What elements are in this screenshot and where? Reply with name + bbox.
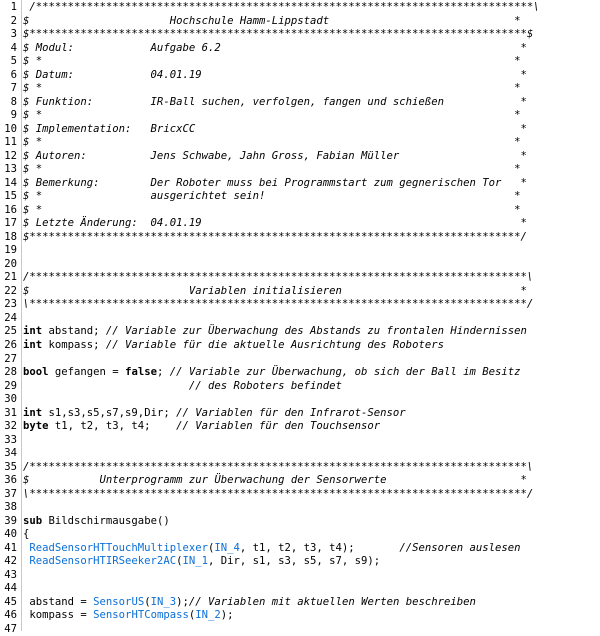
line-number: 43 bbox=[4, 568, 17, 581]
code-text bbox=[23, 231, 527, 245]
code-line[interactable] bbox=[0, 298, 600, 312]
code-text bbox=[23, 82, 520, 96]
comment-token: $ Datum: 04.01.19 * bbox=[23, 68, 527, 81]
code-line[interactable] bbox=[0, 271, 600, 285]
line-number: 34 bbox=[4, 447, 17, 460]
line-number: 39 bbox=[4, 514, 17, 527]
code-text bbox=[23, 596, 476, 610]
code-text bbox=[23, 339, 444, 353]
code-text bbox=[23, 55, 520, 69]
comment-token: // Variablen mit aktuellen Werten beschreiben bbox=[188, 595, 476, 608]
code-text bbox=[23, 136, 520, 150]
line-number: 38 bbox=[4, 501, 17, 514]
code-line[interactable] bbox=[0, 407, 600, 421]
line-number: 22 bbox=[4, 284, 17, 297]
line-number: 41 bbox=[4, 541, 17, 554]
comment-token: $ * ausgerichtet sein! * bbox=[23, 190, 521, 203]
code-token: Bildschirmausgabe() bbox=[42, 514, 170, 527]
code-token: ( bbox=[207, 541, 215, 554]
code-token: ; bbox=[156, 366, 170, 379]
code-text bbox=[23, 150, 527, 164]
comment-token: $ * * bbox=[23, 136, 521, 149]
code-line[interactable] bbox=[0, 150, 600, 164]
code-line[interactable] bbox=[0, 420, 600, 434]
code-text bbox=[23, 407, 406, 421]
keyword-token: int bbox=[23, 325, 43, 338]
code-line[interactable] bbox=[0, 55, 600, 69]
comment-token: /******************************************************************************\ bbox=[23, 460, 534, 473]
line-number: 42 bbox=[4, 555, 17, 568]
code-text bbox=[23, 1, 540, 15]
line-number: 4 bbox=[10, 41, 17, 54]
line-number: 18 bbox=[4, 230, 17, 243]
code-text bbox=[23, 542, 521, 556]
code-text bbox=[23, 461, 533, 475]
code-token: t1, t2, t3, t4; bbox=[48, 420, 177, 433]
code-line[interactable] bbox=[0, 177, 600, 191]
line-number: 45 bbox=[4, 595, 17, 608]
comment-token: // Variable für die aktuelle Ausrichtung des Roboters bbox=[105, 339, 444, 351]
code-line[interactable] bbox=[0, 488, 600, 502]
code-text bbox=[23, 204, 520, 218]
keyword-token: byte bbox=[23, 420, 49, 433]
identifier-token: SensorHTCompass bbox=[93, 609, 189, 622]
code-line[interactable] bbox=[0, 217, 600, 231]
comment-token: $ Hochschule Hamm-Lippstadt * bbox=[23, 14, 521, 27]
code-token: ); bbox=[176, 595, 189, 608]
identifier-token: ReadSensorHTTouchMultiplexer bbox=[23, 541, 208, 554]
code-line[interactable] bbox=[0, 474, 600, 488]
code-text bbox=[23, 474, 527, 488]
comment-token: //Sensoren auslesen bbox=[399, 541, 521, 554]
code-text bbox=[23, 285, 527, 299]
keyword-token: int bbox=[23, 406, 43, 419]
code-line[interactable] bbox=[0, 204, 600, 218]
line-number: 17 bbox=[4, 217, 17, 230]
identifier-token: IN_1 bbox=[182, 555, 208, 568]
line-number: 47 bbox=[4, 622, 17, 635]
code-line[interactable] bbox=[0, 123, 600, 137]
code-text bbox=[23, 96, 527, 110]
comment-token: /******************************************************************************\ bbox=[23, 271, 534, 284]
code-text bbox=[23, 380, 342, 394]
comment-token: $ Variablen initialisieren * bbox=[23, 284, 527, 297]
code-text bbox=[23, 190, 520, 204]
code-line[interactable] bbox=[0, 447, 600, 461]
code-token: abstand = bbox=[23, 595, 94, 608]
code-line[interactable] bbox=[0, 582, 600, 596]
code-line[interactable] bbox=[0, 596, 600, 610]
line-number: 10 bbox=[4, 122, 17, 135]
line-number: 15 bbox=[4, 190, 17, 203]
code-token: { bbox=[23, 528, 30, 541]
line-number: 32 bbox=[4, 420, 17, 433]
identifier-token: SensorUS bbox=[93, 595, 145, 608]
line-number: 14 bbox=[4, 176, 17, 189]
line-number: 44 bbox=[4, 582, 17, 595]
code-text bbox=[23, 555, 380, 569]
line-number: 36 bbox=[4, 474, 17, 487]
line-number: 7 bbox=[10, 82, 17, 95]
line-number: 16 bbox=[4, 203, 17, 216]
code-token: kompass; bbox=[42, 339, 106, 351]
code-line[interactable] bbox=[0, 231, 600, 245]
code-line[interactable] bbox=[0, 96, 600, 110]
comment-token: // Variablen für den Touchsensor bbox=[176, 420, 381, 433]
code-token: ( bbox=[176, 555, 183, 568]
code-token: kompass = bbox=[23, 609, 94, 622]
comment-token: // Variablen für den Infrarot-Sensor bbox=[176, 406, 406, 419]
code-token: gefangen = bbox=[48, 366, 126, 379]
line-number: 40 bbox=[4, 528, 17, 541]
code-line[interactable] bbox=[0, 380, 600, 394]
code-token: ( bbox=[188, 609, 196, 622]
line-number: 12 bbox=[4, 149, 17, 162]
comment-token: $ * * bbox=[23, 82, 521, 95]
comment-token: // des Roboters befindet bbox=[23, 379, 342, 392]
code-text bbox=[23, 163, 520, 177]
code-line[interactable] bbox=[0, 325, 600, 339]
identifier-token: IN_3 bbox=[150, 595, 177, 608]
line-number: 2 bbox=[10, 14, 17, 27]
comment-token: $ * * bbox=[23, 203, 521, 216]
line-number: 6 bbox=[10, 68, 17, 81]
line-number: 23 bbox=[4, 298, 17, 311]
line-number: 5 bbox=[10, 55, 17, 68]
code-token: s1,s3,s5,s7,s9,Dir; bbox=[42, 406, 177, 419]
line-number: 29 bbox=[4, 379, 17, 392]
code-text bbox=[23, 528, 29, 542]
line-number: 26 bbox=[4, 339, 17, 351]
line-number: 13 bbox=[4, 163, 17, 176]
code-line[interactable] bbox=[0, 190, 600, 204]
comment-token: $ Modul: Aufgabe 6.2 * bbox=[23, 41, 527, 54]
comment-token: $*****************************************************************************/ bbox=[23, 230, 527, 243]
comment-token: $ Implementation: BricxCC * bbox=[23, 122, 527, 135]
code-token: abstand; bbox=[42, 325, 106, 338]
line-number: 25 bbox=[4, 325, 17, 338]
code-line[interactable] bbox=[0, 285, 600, 299]
code-line[interactable] bbox=[0, 244, 600, 258]
code-line[interactable] bbox=[0, 163, 600, 177]
comment-token: $ * * bbox=[23, 163, 521, 176]
code-line[interactable] bbox=[0, 258, 600, 272]
code-line[interactable] bbox=[0, 42, 600, 56]
code-text bbox=[23, 488, 533, 502]
code-text bbox=[23, 366, 521, 380]
code-token: , Dir, s1, s3, s5, s7, s9); bbox=[207, 555, 381, 568]
code-line[interactable] bbox=[0, 136, 600, 150]
line-number: 31 bbox=[4, 406, 17, 419]
code-line[interactable] bbox=[0, 15, 600, 29]
code-text bbox=[23, 325, 527, 339]
comment-token: \******************************************************************************/ bbox=[23, 487, 534, 500]
comment-token: $ * * bbox=[23, 109, 521, 122]
line-number: 21 bbox=[4, 271, 17, 284]
code-line[interactable] bbox=[0, 461, 600, 475]
line-number: 46 bbox=[4, 609, 17, 622]
code-text bbox=[23, 420, 380, 434]
code-text bbox=[23, 42, 527, 56]
code-line[interactable] bbox=[0, 528, 600, 542]
line-number: 20 bbox=[4, 257, 17, 270]
code-line[interactable] bbox=[0, 542, 600, 556]
line-number: 28 bbox=[4, 366, 17, 379]
code-line[interactable] bbox=[0, 82, 600, 96]
code-line[interactable] bbox=[0, 339, 600, 353]
code-line[interactable] bbox=[0, 28, 600, 42]
code-text bbox=[23, 177, 527, 191]
line-number: 37 bbox=[4, 487, 17, 500]
code-text bbox=[23, 28, 533, 42]
comment-token: /******************************************************************************\ bbox=[23, 1, 540, 13]
code-line[interactable] bbox=[0, 515, 600, 529]
comment-token: $ * * bbox=[23, 55, 521, 68]
line-number: 27 bbox=[4, 352, 17, 365]
code-line[interactable] bbox=[0, 623, 600, 636]
code-token: ); bbox=[220, 609, 234, 622]
code-line[interactable] bbox=[0, 393, 600, 407]
code-line[interactable] bbox=[0, 434, 600, 448]
line-number: 30 bbox=[4, 393, 17, 406]
identifier-token: IN_4 bbox=[214, 541, 240, 554]
code-text bbox=[23, 609, 234, 623]
code-line[interactable] bbox=[0, 501, 600, 515]
identifier-token: ReadSensorHTIRSeeker2AC bbox=[23, 555, 177, 568]
line-number: 35 bbox=[4, 460, 17, 473]
code-line[interactable] bbox=[0, 569, 600, 583]
line-number: 24 bbox=[4, 311, 17, 324]
code-token: ( bbox=[144, 595, 151, 608]
comment-token: $******************************************************************************$ bbox=[23, 28, 534, 41]
line-number: 33 bbox=[4, 433, 17, 446]
code-text bbox=[23, 15, 520, 29]
keyword-token: int bbox=[23, 339, 43, 351]
keyword-token: false bbox=[125, 366, 157, 379]
code-line[interactable] bbox=[0, 312, 600, 326]
line-number: 3 bbox=[10, 28, 17, 41]
code-line[interactable] bbox=[0, 69, 600, 83]
line-number: 19 bbox=[4, 244, 17, 257]
identifier-token: IN_2 bbox=[195, 609, 221, 622]
code-line[interactable] bbox=[0, 109, 600, 123]
code-line[interactable] bbox=[0, 555, 600, 569]
comment-token: // Variable zur Überwachung, ob sich der Ball im Besitz bbox=[169, 366, 521, 379]
comment-token: $ Funktion: IR-Ball suchen, verfolgen, fangen und schießen * bbox=[23, 95, 527, 108]
comment-token: $ Autoren: Jens Schwabe, Jahn Gross, Fabian Müller * bbox=[23, 149, 527, 162]
line-number: 11 bbox=[4, 136, 17, 149]
code-text bbox=[23, 123, 527, 137]
comment-token: \******************************************************************************/ bbox=[23, 298, 534, 311]
comment-token: $ Bemerkung: Der Roboter muss bei Programmstart zum gegnerischen Tor * bbox=[23, 176, 527, 189]
code-line[interactable] bbox=[0, 366, 600, 380]
comment-token: // Variable zur Überwachung des Abstands zu frontalen Hindernissen bbox=[105, 325, 527, 338]
comment-token: $ Letzte Änderung: 04.01.19 * bbox=[23, 217, 527, 230]
line-number: 9 bbox=[10, 109, 17, 122]
code-text bbox=[23, 69, 527, 83]
code-line[interactable] bbox=[0, 353, 600, 367]
comment-token: $ Unterprogramm zur Überwachung der Sensorwerte * bbox=[23, 474, 527, 487]
code-text bbox=[23, 109, 520, 123]
line-number: 8 bbox=[10, 95, 17, 108]
code-text bbox=[23, 515, 170, 529]
keyword-token: bool bbox=[23, 366, 49, 379]
line-number: 1 bbox=[10, 1, 17, 13]
code-text bbox=[23, 217, 527, 231]
code-text bbox=[23, 271, 533, 285]
code-token: , t1, t2, t3, t4); bbox=[239, 541, 400, 554]
code-line[interactable] bbox=[0, 609, 600, 623]
code-text bbox=[23, 298, 533, 312]
code-line[interactable] bbox=[0, 1, 600, 15]
keyword-token: sub bbox=[23, 514, 43, 527]
